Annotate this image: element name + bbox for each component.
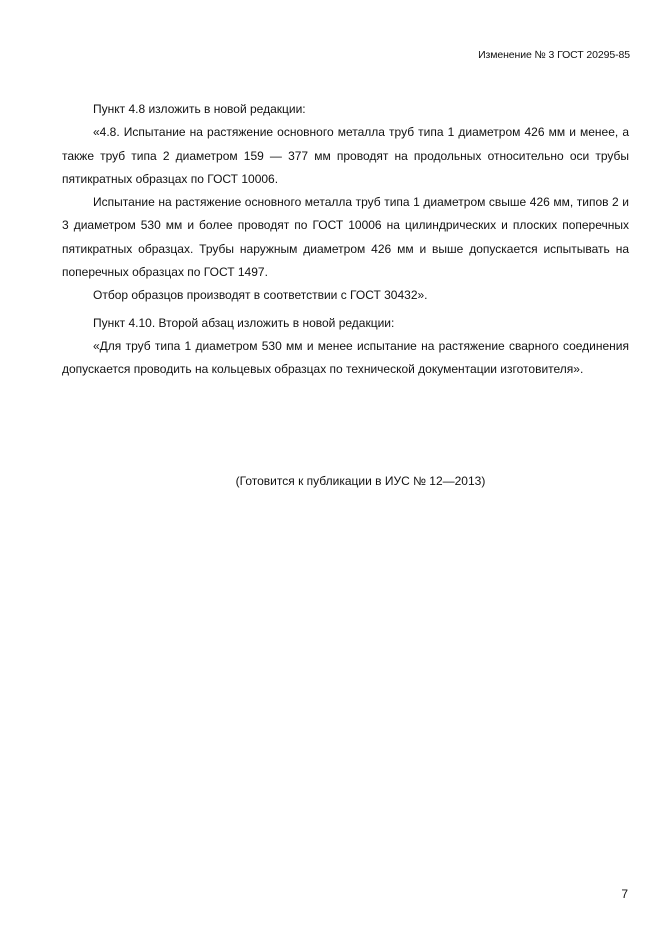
paragraph-item-4-8-intro: Пункт 4.8 изложить в новой редакции: xyxy=(93,102,306,116)
paragraph-sampling: Отбор образцов производят в соответствии с ГОСТ 30432». xyxy=(93,288,428,303)
paragraph-tensile-test: Испытание на растяжение основного металла труб типа 1 диаметром свыше 426 мм, типов 2 и 3 диаметром 530 мм и более проводят по ГОСТ 10006 на цилиндрических и плоских поперечных пятикратных образцах. Трубы наружным диаметром 426 мм и выше допускается испытывать на поперечных образцах по ГОСТ 1497. xyxy=(62,195,629,280)
paragraph-item-4-10-text: «Для труб типа 1 диаметром 530 мм и менее испытание на растяжение сварного соединения допускается проводить на кольцевых образцах по технической документации изготовителя». xyxy=(62,338,629,377)
paragraph-item-4-10-intro: Пункт 4.10. Второй абзац изложить в новой редакции: xyxy=(93,315,395,330)
document-body xyxy=(62,98,629,382)
paragraph-item-4-8-text: «4.8. Испытание на растяжение основного металла труб типа 1 диаметром 426 мм и менее, а также труб типа 2 диаметром 159 — 377 мм проводят на продольных относительно оси трубы пятикратных образцах по ГОСТ 10006. xyxy=(62,125,629,186)
page-header: Изменение № 3 ГОСТ 20295-85 xyxy=(478,49,630,61)
publication-note: (Готовится к публикации в ИУС № 12—2013) xyxy=(235,474,486,488)
page-number: 7 xyxy=(621,887,628,901)
